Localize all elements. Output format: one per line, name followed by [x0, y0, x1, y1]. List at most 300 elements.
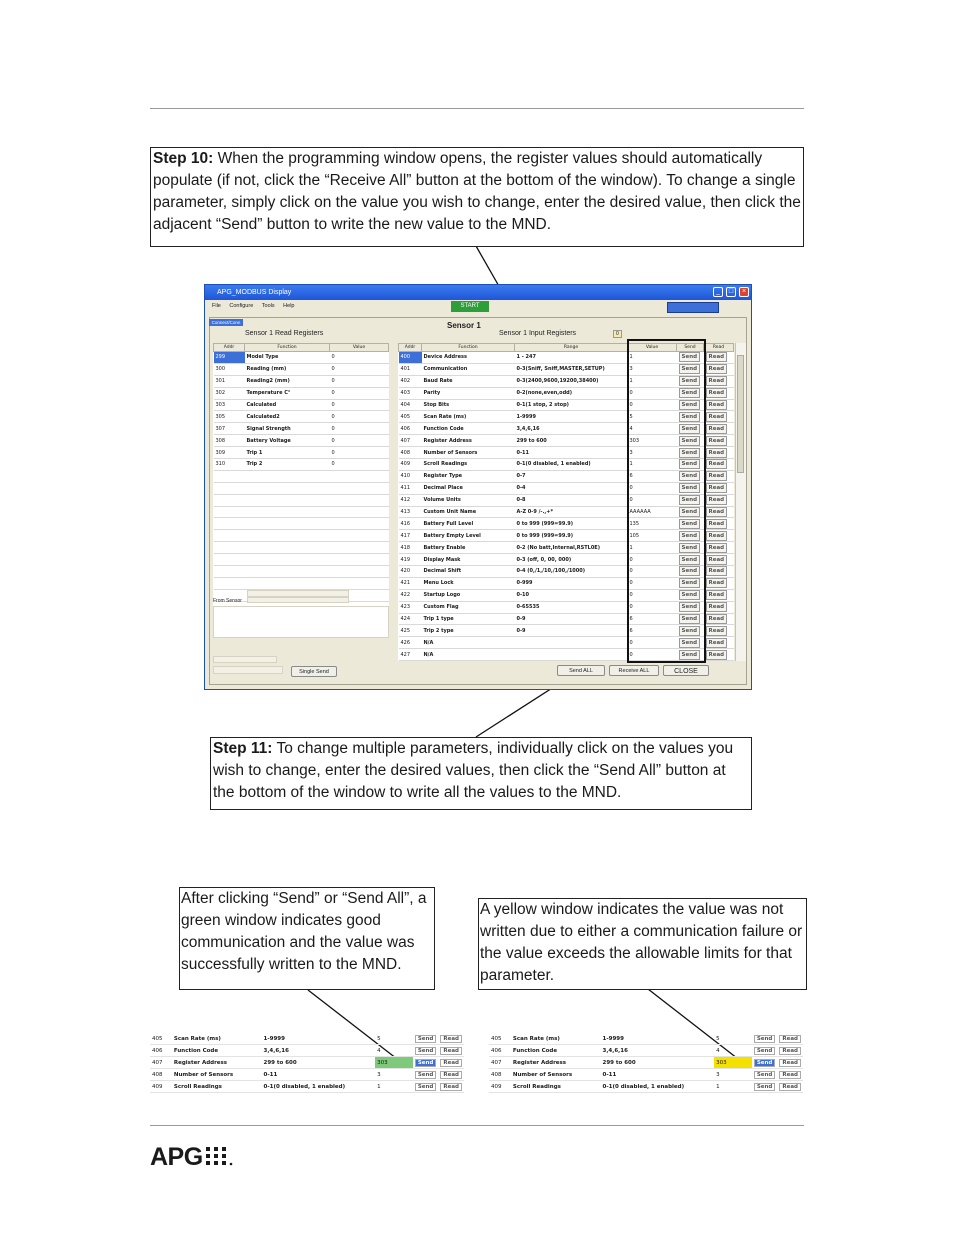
empty-cell [214, 566, 389, 578]
yellow-snippet-function: Scan Rate (ms) [511, 1033, 601, 1045]
input-register-value[interactable]: AAAAAA [628, 506, 677, 518]
yellow-snippet-row [489, 1081, 803, 1093]
input-register-addr: 424 [399, 613, 422, 625]
send-all-button[interactable]: Send ALL [557, 665, 605, 676]
input-register-range: 0-7 [515, 470, 628, 482]
read-register-empty-row [214, 518, 389, 530]
read-button-cell [704, 613, 734, 625]
yellow-snippet-read-cell [777, 1081, 803, 1093]
input-register-range: A-Z 0-9 /-.,+* [515, 506, 628, 518]
input-register-addr: 419 [399, 554, 422, 566]
empty-cell [214, 542, 389, 554]
apg-logo [150, 1143, 234, 1172]
input-register-range [515, 649, 628, 661]
read-register-row [214, 399, 389, 411]
read-register-value: 0 [330, 399, 389, 411]
read-button[interactable]: Read [706, 650, 728, 660]
read-register-row [214, 352, 389, 364]
green-snippet-read-button[interactable]: Read [440, 1071, 462, 1079]
yellow-snippet-row [489, 1045, 803, 1057]
input-register-value[interactable]: 0 [628, 554, 677, 566]
read-button-cell [704, 387, 734, 399]
step-10-label: Step 10: [153, 150, 214, 167]
input-register-addr: 409 [399, 459, 422, 471]
send-button[interactable]: Send [679, 364, 701, 374]
green-snippet-range: 3,4,6,16 [262, 1045, 376, 1057]
input-register-range: 3,4,6,16 [515, 423, 628, 435]
input-register-addr: 404 [399, 399, 422, 411]
input-register-addr: 425 [399, 625, 422, 637]
read-register-value: 0 [330, 352, 389, 364]
green-window-note: After clicking “Send” or “Send All”, a green window indicates good communication and the value was successfully written to the MND. [179, 887, 435, 990]
read-register-value: 0 [330, 411, 389, 423]
yellow-snippet-send-button[interactable]: Send [754, 1035, 776, 1043]
read-register-addr: 307 [214, 423, 245, 435]
input-register-value[interactable]: 6 [628, 470, 677, 482]
yellow-snippet-value[interactable]: 3 [714, 1069, 752, 1081]
green-snippet-addr: 406 [150, 1045, 172, 1057]
input-register-value[interactable]: 5 [628, 411, 677, 423]
read-button-cell [704, 649, 734, 661]
input-register-addr: 418 [399, 542, 422, 554]
read-button[interactable]: Read [706, 471, 728, 481]
read-register-empty-row [214, 482, 389, 494]
input-register-addr: 427 [399, 649, 422, 661]
input-register-value[interactable]: 0 [628, 589, 677, 601]
read-register-empty-row [214, 530, 389, 542]
send-button[interactable]: Send [679, 555, 701, 565]
input-register-range: 0-4 [515, 482, 628, 494]
modbus-display-window [204, 284, 752, 690]
green-snippet-function: Function Code [172, 1045, 262, 1057]
green-snippet-range: 0-1(0 disabled, 1 enabled) [262, 1081, 376, 1093]
input-register-range: 0 to 999 (999=99.9) [515, 530, 628, 542]
input-register-function: Function Code [422, 423, 515, 435]
empty-cell [214, 530, 389, 542]
yellow-snippet-send-button[interactable]: Send [754, 1071, 776, 1079]
green-snippet-send-button[interactable]: Send [415, 1059, 437, 1067]
read-button[interactable]: Read [706, 483, 728, 493]
input-register-addr: 423 [399, 601, 422, 613]
send-button[interactable]: Send [679, 578, 701, 588]
input-register-addr: 402 [399, 375, 422, 387]
read-button-cell [704, 625, 734, 637]
read-button-cell [704, 542, 734, 554]
green-snippet-read-button[interactable]: Read [440, 1059, 462, 1067]
yellow-snippet-read-button[interactable]: Read [779, 1071, 801, 1079]
read-register-addr: 299 [214, 352, 245, 364]
input-register-addr: 422 [399, 589, 422, 601]
read-register-function: Trip 2 [245, 459, 330, 471]
input-registers-title: Sensor 1 Input Registers [499, 330, 577, 337]
read-button[interactable]: Read [706, 614, 728, 624]
from-sensor-field-top [247, 590, 349, 597]
single-send-field-b[interactable] [213, 666, 283, 674]
green-snippet-send-cell [413, 1081, 439, 1093]
apg-logo-grid-icon [204, 1145, 234, 1167]
yellow-snippet-read-button[interactable]: Read [779, 1083, 801, 1091]
input-register-function: Parity [422, 387, 515, 399]
read-button[interactable]: Read [706, 459, 728, 469]
send-button[interactable]: Send [679, 400, 701, 410]
input-register-value[interactable]: 4 [628, 423, 677, 435]
read-button[interactable]: Read [706, 376, 728, 386]
input-register-addr: 411 [399, 482, 422, 494]
read-button[interactable]: Read [706, 531, 728, 541]
read-button[interactable]: Read [706, 448, 728, 458]
read-register-function: Signal Strength [245, 423, 330, 435]
yellow-snippet-read-cell [777, 1069, 803, 1081]
empty-cell [214, 482, 389, 494]
green-snippet-range: 0-11 [262, 1069, 376, 1081]
input-register-range: 0-11 [515, 447, 628, 459]
input-register-function: Battery Enable [422, 542, 515, 554]
green-snippet-value[interactable]: 303 [375, 1057, 413, 1069]
read-button-cell [704, 352, 734, 364]
read-button-cell [704, 637, 734, 649]
read-register-row [214, 435, 389, 447]
green-snippet-value[interactable]: 3 [375, 1069, 413, 1081]
input-register-function: Register Type [422, 470, 515, 482]
read-button[interactable]: Read [706, 388, 728, 398]
input-register-value[interactable]: 0 [628, 387, 677, 399]
send-button[interactable]: Send [679, 388, 701, 398]
menu-file[interactable]: File [212, 303, 221, 309]
read-button-cell [704, 589, 734, 601]
read-button[interactable]: Read [706, 555, 728, 565]
yellow-snippet-read-button[interactable]: Read [779, 1059, 801, 1067]
input-register-function: Volume Units [422, 494, 515, 506]
read-button[interactable]: Read [706, 436, 728, 446]
input-register-addr: 403 [399, 387, 422, 399]
input-register-value[interactable]: 0 [628, 649, 677, 661]
yellow-snippet-function: Scroll Readings [511, 1081, 601, 1093]
read-register-row [214, 387, 389, 399]
input-register-range: 0-3(Sniff, Sniff,MASTER,SETUP) [515, 363, 628, 375]
read-register-empty-row [214, 506, 389, 518]
send-button[interactable]: Send [679, 424, 701, 434]
input-register-function: Custom Unit Name [422, 506, 515, 518]
window-titlebar [205, 285, 751, 300]
input-col-range: Range [515, 344, 628, 352]
input-register-value[interactable]: 0 [628, 577, 677, 589]
yellow-snippet-value[interactable]: 4 [714, 1045, 752, 1057]
scrollbar-thumb[interactable] [737, 355, 744, 473]
read-register-function: Battery Voltage [245, 435, 330, 447]
single-send-field-a[interactable] [213, 656, 277, 663]
send-button[interactable]: Send [679, 626, 701, 636]
input-register-value[interactable]: 0 [628, 399, 677, 411]
read-button-cell [704, 375, 734, 387]
read-button[interactable]: Read [706, 566, 728, 576]
read-button[interactable]: Read [706, 590, 728, 600]
yellow-snippet-addr: 405 [489, 1033, 511, 1045]
read-button[interactable]: Read [706, 602, 728, 612]
input-register-value[interactable]: 303 [628, 435, 677, 447]
read-button[interactable]: Read [706, 578, 728, 588]
yellow-snippet-range: 0-1(0 disabled, 1 enabled) [601, 1081, 715, 1093]
read-button[interactable]: Read [706, 543, 728, 553]
yellow-snippet-function: Number of Sensors [511, 1069, 601, 1081]
input-register-addr: 406 [399, 423, 422, 435]
input-col-value: Value [628, 344, 677, 352]
input-register-function: Baud Rate [422, 375, 515, 387]
green-snippet-read-cell [438, 1045, 464, 1057]
input-registers-scrollbar[interactable] [735, 343, 746, 661]
read-button-cell [704, 447, 734, 459]
menu-help[interactable]: Help [283, 303, 295, 309]
input-register-range: 299 to 600 [515, 435, 628, 447]
yellow-snippet-value[interactable]: 5 [714, 1033, 752, 1045]
start-button[interactable]: START [451, 301, 489, 312]
send-button[interactable]: Send [679, 436, 701, 446]
yellow-snippet-addr: 406 [489, 1045, 511, 1057]
input-register-range: 0-9 [515, 613, 628, 625]
input-register-range: 0-4 (0,/1,/10,/100,/1000) [515, 566, 628, 578]
read-button-cell [704, 423, 734, 435]
green-snippet-row [150, 1045, 464, 1057]
step-10-callout [150, 147, 804, 247]
minimize-icon[interactable]: _ [713, 287, 723, 297]
send-button[interactable]: Send [679, 531, 701, 541]
apg-logo-text: APG [150, 1143, 203, 1171]
close-button[interactable]: CLOSE [663, 665, 709, 676]
empty-cell [214, 470, 389, 482]
input-registers-badge: 0 [613, 330, 622, 338]
send-button[interactable]: Send [679, 495, 701, 505]
send-button[interactable]: Send [679, 459, 701, 469]
read-register-function: Reading (mm) [245, 363, 330, 375]
step-10-text: When the programming window opens, the register values should automatically populate (if not, click the “Receive All” button at the bottom of the window). To change a single parameter, simply click on the value you wish to change, enter the desired value, then click the adjacent “Send” button to write the new value to the MND. [153, 150, 801, 233]
yellow-window-note: A yellow window indicates the value was not written due to either a communication failure or the value exceeds the allowable limits for that parameter. [478, 898, 807, 990]
send-button[interactable]: Send [679, 352, 701, 362]
yellow-snippet-send-cell [752, 1033, 778, 1045]
read-button[interactable]: Read [706, 412, 728, 422]
input-register-function: Custom Flag [422, 601, 515, 613]
input-register-function: N/A [422, 637, 515, 649]
green-snippet-send-button[interactable]: Send [415, 1083, 437, 1091]
step-11-text: To change multiple parameters, individually click on the values you wish to change, enter the desired values, then click the “Send All” button at the bottom of the window to write all the values to the MND. [213, 740, 734, 801]
green-snippet-send-button[interactable]: Send [415, 1047, 437, 1055]
menu-configure[interactable]: Configure [229, 303, 254, 309]
yellow-snippet-row [489, 1069, 803, 1081]
green-snippet-addr: 409 [150, 1081, 172, 1093]
from-sensor-field-mid [247, 597, 349, 603]
yellow-snippet-addr: 407 [489, 1057, 511, 1069]
read-register-row [214, 423, 389, 435]
step-11-label: Step 11: [213, 740, 273, 757]
green-snippet-read-button[interactable]: Read [440, 1035, 462, 1043]
green-snippet-range: 1-9999 [262, 1033, 376, 1045]
read-button-cell [704, 399, 734, 411]
read-register-row [214, 363, 389, 375]
input-col-function: Function [422, 344, 515, 352]
input-register-range: 1 - 247 [515, 352, 628, 364]
read-button-cell [704, 506, 734, 518]
read-col-addr: Addr [214, 344, 245, 352]
input-register-function: Scan Rate (ms) [422, 411, 515, 423]
read-button-cell [704, 435, 734, 447]
green-snippet-value[interactable]: 1 [375, 1081, 413, 1093]
read-register-row [214, 375, 389, 387]
input-register-function: Trip 1 type [422, 613, 515, 625]
yellow-snippet-send-cell [752, 1081, 778, 1093]
read-register-value: 0 [330, 375, 389, 387]
read-button-cell [704, 363, 734, 375]
read-registers-title: Sensor 1 Read Registers [245, 330, 324, 337]
green-snippet-addr: 407 [150, 1057, 172, 1069]
read-button[interactable]: Read [706, 352, 728, 362]
read-register-function: Calculated [245, 399, 330, 411]
read-button-cell [704, 577, 734, 589]
green-snippet-read-button[interactable]: Read [440, 1047, 462, 1055]
input-register-value[interactable]: 0 [628, 566, 677, 578]
input-register-value[interactable]: 3 [628, 363, 677, 375]
send-button[interactable]: Send [679, 566, 701, 576]
read-button-cell [704, 530, 734, 542]
yellow-snippet-send-button[interactable]: Send [754, 1059, 776, 1067]
green-snippet-send-button[interactable]: Send [415, 1035, 437, 1043]
read-register-row [214, 411, 389, 423]
input-register-value[interactable]: 0 [628, 494, 677, 506]
input-register-value[interactable]: 105 [628, 530, 677, 542]
read-button[interactable]: Read [706, 424, 728, 434]
green-snippet-value[interactable]: 4 [375, 1045, 413, 1057]
receive-all-button[interactable]: Receive ALL [609, 665, 659, 676]
send-button[interactable]: Send [679, 614, 701, 624]
input-register-value[interactable]: 0 [628, 482, 677, 494]
input-register-function: Menu Lock [422, 577, 515, 589]
input-register-function: Battery Empty Level [422, 530, 515, 542]
input-register-function: Trip 2 type [422, 625, 515, 637]
yellow-snippet-range: 1-9999 [601, 1033, 715, 1045]
read-register-row [214, 447, 389, 459]
green-snippet-read-cell [438, 1057, 464, 1069]
send-button[interactable]: Send [679, 602, 701, 612]
read-register-value: 0 [330, 423, 389, 435]
read-col-value: Value [330, 344, 389, 352]
send-button[interactable]: Send [679, 519, 701, 529]
maximize-icon[interactable]: □ [726, 287, 736, 297]
send-button[interactable]: Send [679, 448, 701, 458]
read-register-empty-row [214, 577, 389, 589]
input-register-value[interactable]: 1 [628, 352, 677, 364]
from-sensor-output[interactable] [213, 606, 389, 638]
input-register-function: Decimal Shift [422, 566, 515, 578]
yellow-snippet-value[interactable]: 303 [714, 1057, 752, 1069]
yellow-snippet-value[interactable]: 1 [714, 1081, 752, 1093]
input-register-function: Stop Bits [422, 399, 515, 411]
send-button[interactable]: Send [679, 471, 701, 481]
value-send-highlight-box [627, 339, 706, 663]
send-button[interactable]: Send [679, 543, 701, 553]
green-snippet-send-cell [413, 1069, 439, 1081]
send-button[interactable]: Send [679, 412, 701, 422]
green-snippet-read-cell [438, 1069, 464, 1081]
yellow-snippet-read-button[interactable]: Read [779, 1035, 801, 1043]
yellow-snippet-row [489, 1057, 803, 1069]
read-button-cell [704, 470, 734, 482]
send-button[interactable]: Send [679, 638, 701, 648]
empty-cell [214, 494, 389, 506]
read-button[interactable]: Read [706, 400, 728, 410]
read-register-addr: 301 [214, 375, 245, 387]
read-register-value: 0 [330, 387, 389, 399]
yellow-snippet-send-cell [752, 1057, 778, 1069]
green-snippet-read-cell [438, 1033, 464, 1045]
send-button[interactable]: Send [679, 483, 701, 493]
input-register-range: 0 to 999 (999=99.9) [515, 518, 628, 530]
input-register-function: Decimal Place [422, 482, 515, 494]
read-register-addr: 310 [214, 459, 245, 471]
input-register-range: 0-65535 [515, 601, 628, 613]
input-register-range: 0-999 [515, 577, 628, 589]
input-col-read: Read [704, 344, 734, 352]
menu-tools[interactable]: Tools [261, 303, 275, 309]
send-button[interactable]: Send [679, 376, 701, 386]
input-register-value[interactable]: 0 [628, 601, 677, 613]
input-register-value[interactable]: 3 [628, 447, 677, 459]
send-button[interactable]: Send [679, 650, 701, 660]
input-register-value[interactable]: 1 [628, 459, 677, 471]
empty-cell [214, 577, 389, 589]
yellow-snippet-send-button[interactable]: Send [754, 1047, 776, 1055]
read-button[interactable]: Read [706, 507, 728, 517]
read-button[interactable]: Read [706, 519, 728, 529]
green-snippet-read-button[interactable]: Read [440, 1083, 462, 1091]
input-col-send: Send [677, 344, 704, 352]
input-register-value[interactable]: 1 [628, 375, 677, 387]
green-snippet-value[interactable]: 5 [375, 1033, 413, 1045]
green-snippet-send-button[interactable]: Send [415, 1071, 437, 1079]
yellow-snippet-read-button[interactable]: Read [779, 1047, 801, 1055]
send-button[interactable]: Send [679, 507, 701, 517]
green-snippet-function: Register Address [172, 1057, 262, 1069]
single-send-button[interactable]: Single Send [291, 666, 337, 677]
green-snippet-row [150, 1057, 464, 1069]
input-register-range: 0-3 (off, 0, 00, 000) [515, 554, 628, 566]
read-register-addr: 308 [214, 435, 245, 447]
input-register-addr: 410 [399, 470, 422, 482]
read-button[interactable]: Read [706, 364, 728, 374]
input-register-range: 0-3(2400,9600,19200,38400) [515, 375, 628, 387]
read-register-addr: 309 [214, 447, 245, 459]
input-register-value[interactable]: 1 [628, 542, 677, 554]
input-register-function: Battery Full Level [422, 518, 515, 530]
input-register-range: 0-1(0 disabled, 1 enabled) [515, 459, 628, 471]
input-register-value[interactable]: 0 [628, 637, 677, 649]
read-button[interactable]: Read [706, 495, 728, 505]
green-snippet-send-cell [413, 1045, 439, 1057]
read-button-cell [704, 601, 734, 613]
input-register-value[interactable]: 135 [628, 518, 677, 530]
green-snippet-function: Scan Rate (ms) [172, 1033, 262, 1045]
send-button[interactable]: Send [679, 590, 701, 600]
close-icon[interactable]: × [739, 287, 749, 297]
yellow-snippet-row [489, 1033, 803, 1045]
input-register-addr: 417 [399, 530, 422, 542]
input-register-value[interactable]: 6 [628, 613, 677, 625]
read-button[interactable]: Read [706, 626, 728, 636]
yellow-snippet-range: 299 to 600 [601, 1057, 715, 1069]
yellow-snippet-send-button[interactable]: Send [754, 1083, 776, 1091]
read-register-empty-row [214, 542, 389, 554]
read-register-empty-row [214, 470, 389, 482]
read-button-cell [704, 518, 734, 530]
read-button[interactable]: Read [706, 638, 728, 648]
input-register-value[interactable]: 6 [628, 625, 677, 637]
yellow-snippet-range: 3,4,6,16 [601, 1045, 715, 1057]
